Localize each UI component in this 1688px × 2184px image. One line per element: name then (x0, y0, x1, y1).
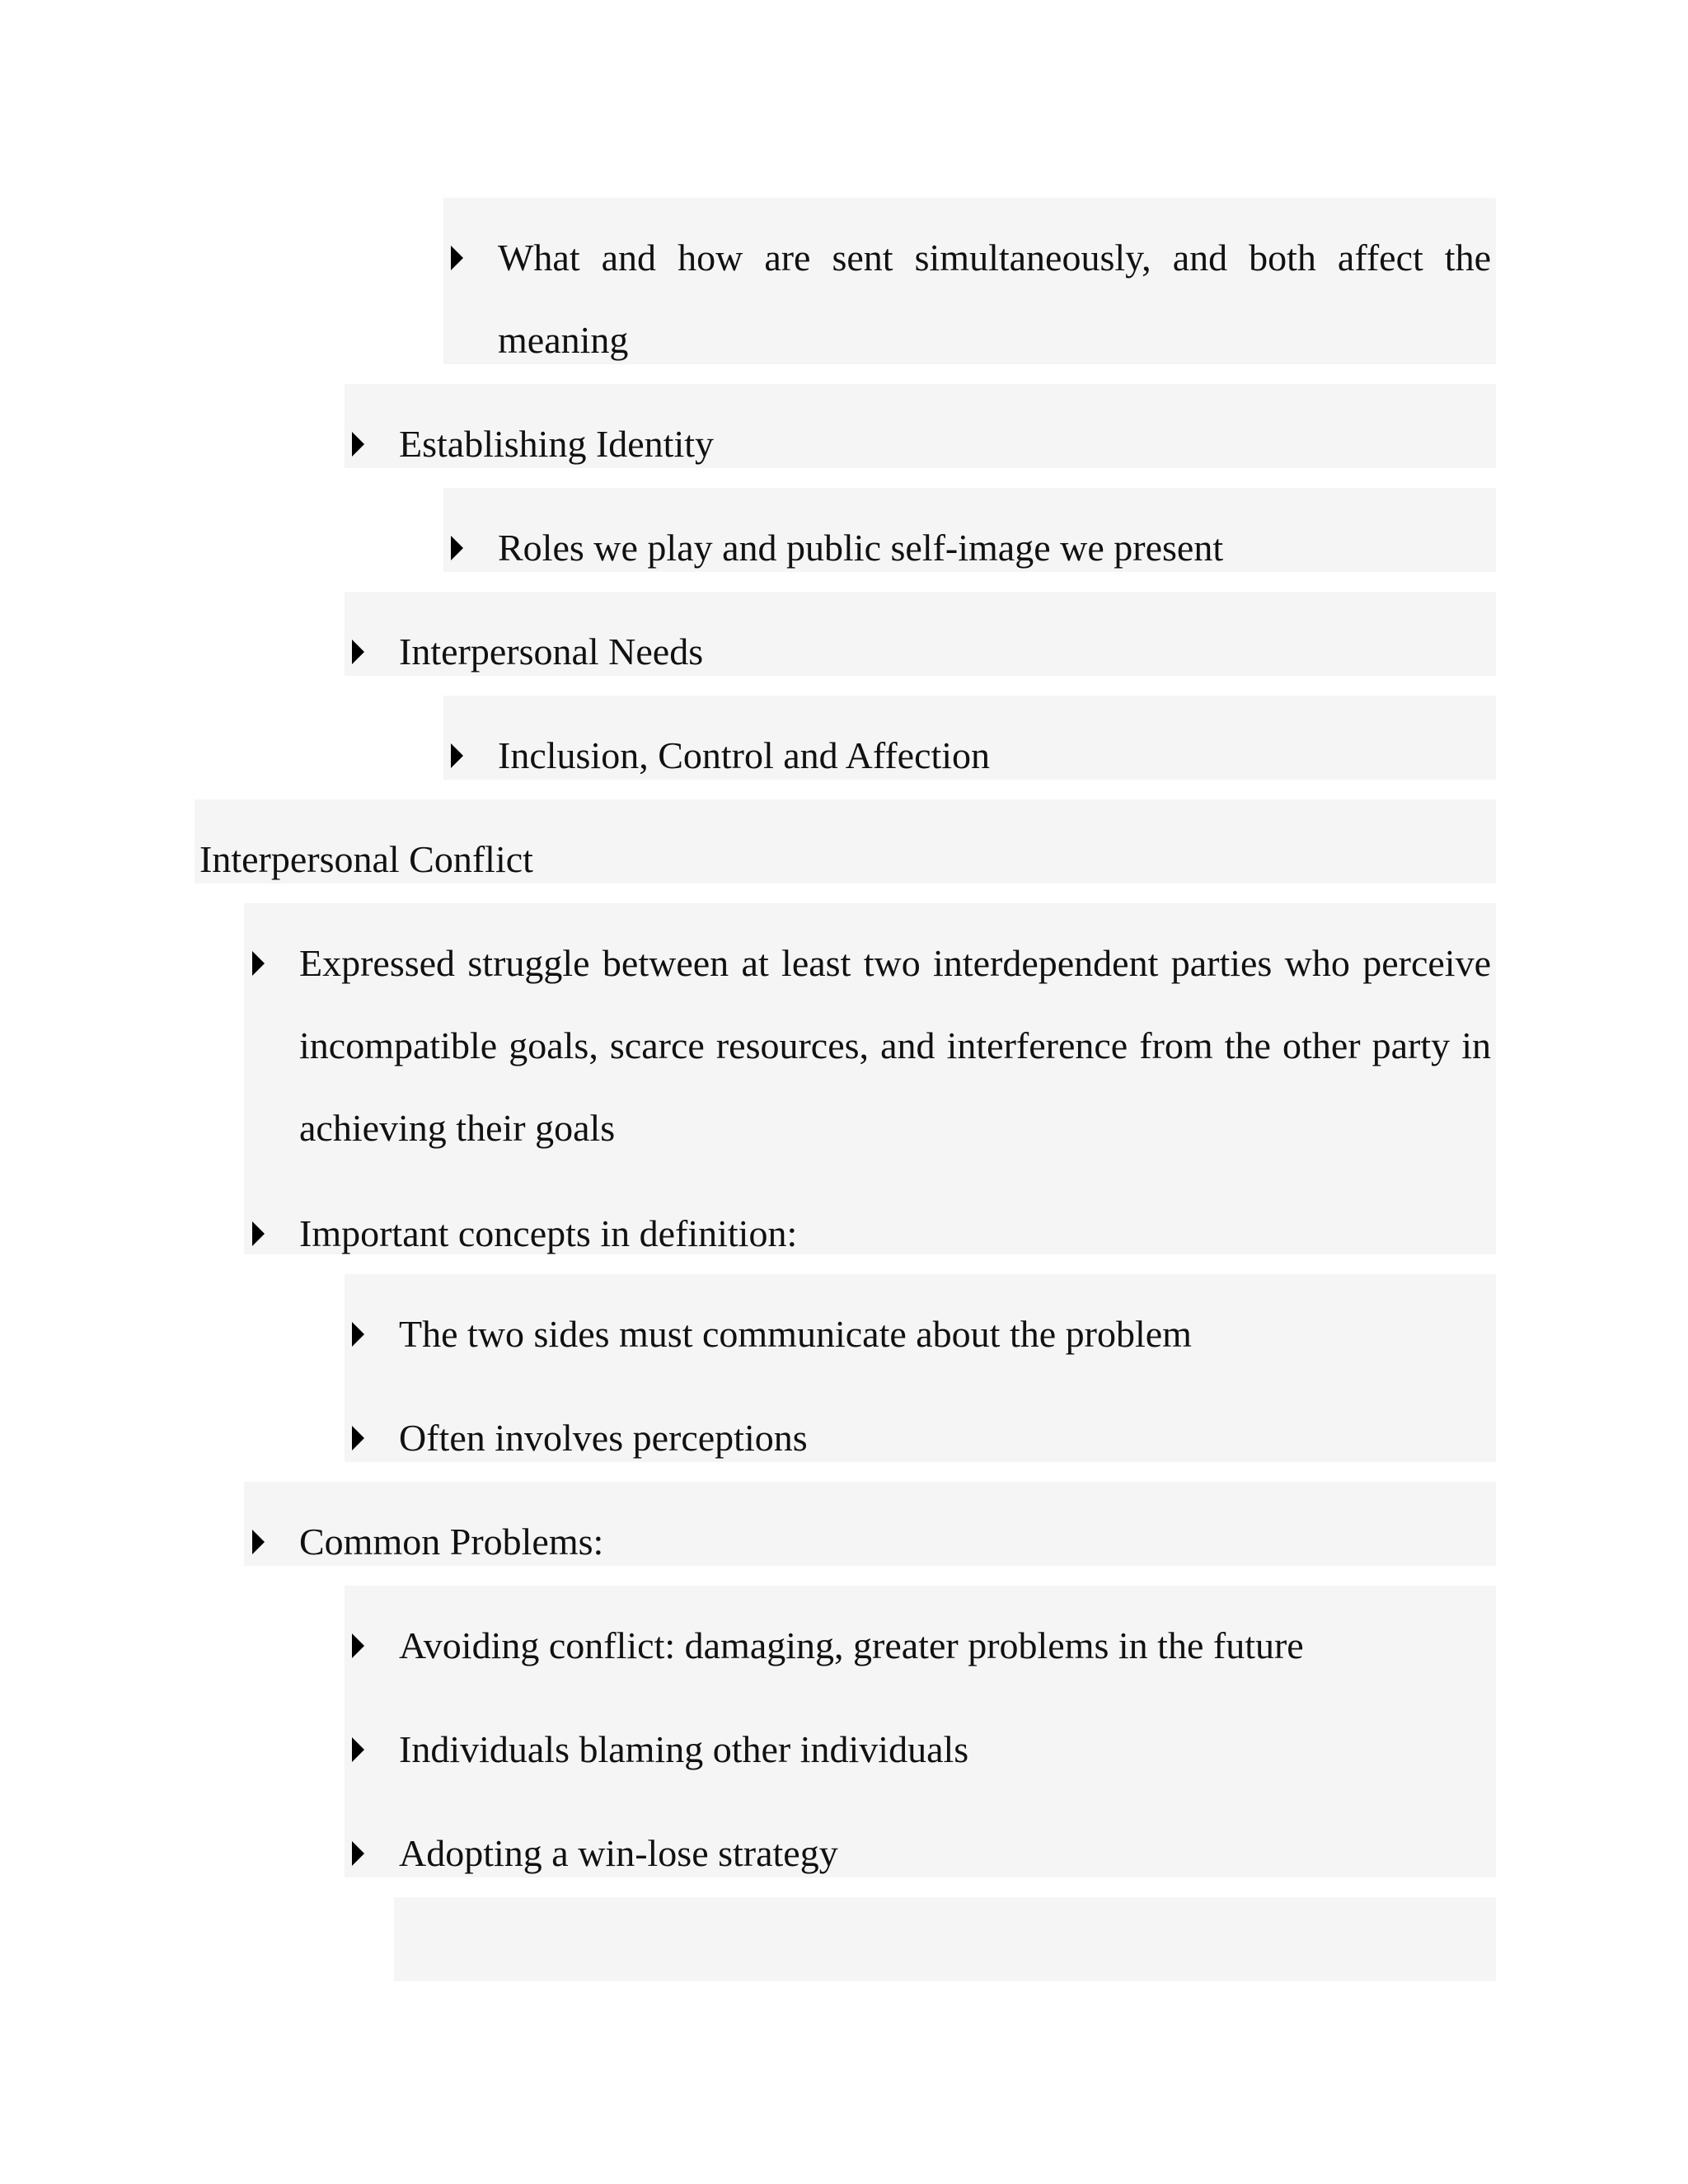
triangle-right-icon (352, 1841, 364, 1866)
triangle-right-icon (252, 951, 265, 976)
triangle-right-icon (451, 246, 463, 270)
list-item: Individuals blaming other individuals (399, 1728, 969, 1770)
list-item: Establishing Identity (399, 423, 715, 465)
list-item: Common Problems: (299, 1521, 604, 1563)
triangle-right-icon (352, 1322, 364, 1347)
list-item: What and how are sent simultaneously, and both affect the meaning (498, 237, 1491, 361)
triangle-right-icon (451, 743, 463, 768)
triangle-right-icon (352, 1426, 364, 1451)
triangle-right-icon (352, 640, 364, 664)
triangle-right-icon (252, 1221, 265, 1246)
list-item: Important concepts in definition: (299, 1212, 798, 1254)
triangle-right-icon (352, 432, 364, 457)
shade-block (394, 1897, 1496, 1981)
list-item: Adopting a win-lose strategy (399, 1832, 838, 1874)
list-item: Avoiding conflict: damaging, greater problems in the future (399, 1624, 1304, 1666)
list-item: Roles we play and public self-image we present (498, 527, 1224, 569)
section-heading: Interpersonal Conflict (199, 838, 533, 880)
list-item: The two sides must communicate about the problem (399, 1313, 1192, 1355)
list-item: Interpersonal Needs (399, 630, 704, 673)
triangle-right-icon (451, 536, 463, 560)
triangle-right-icon (352, 1737, 364, 1762)
triangle-right-icon (252, 1530, 265, 1554)
triangle-right-icon (352, 1633, 364, 1658)
list-item: Expressed struggle between at least two interdependent parties who perceive incompatible goals, scarce resources, and interference from the other party in achieving their goals (299, 942, 1491, 1149)
list-item: Inclusion, Control and Affection (498, 734, 991, 776)
list-item: Often involves perceptions (399, 1417, 808, 1459)
